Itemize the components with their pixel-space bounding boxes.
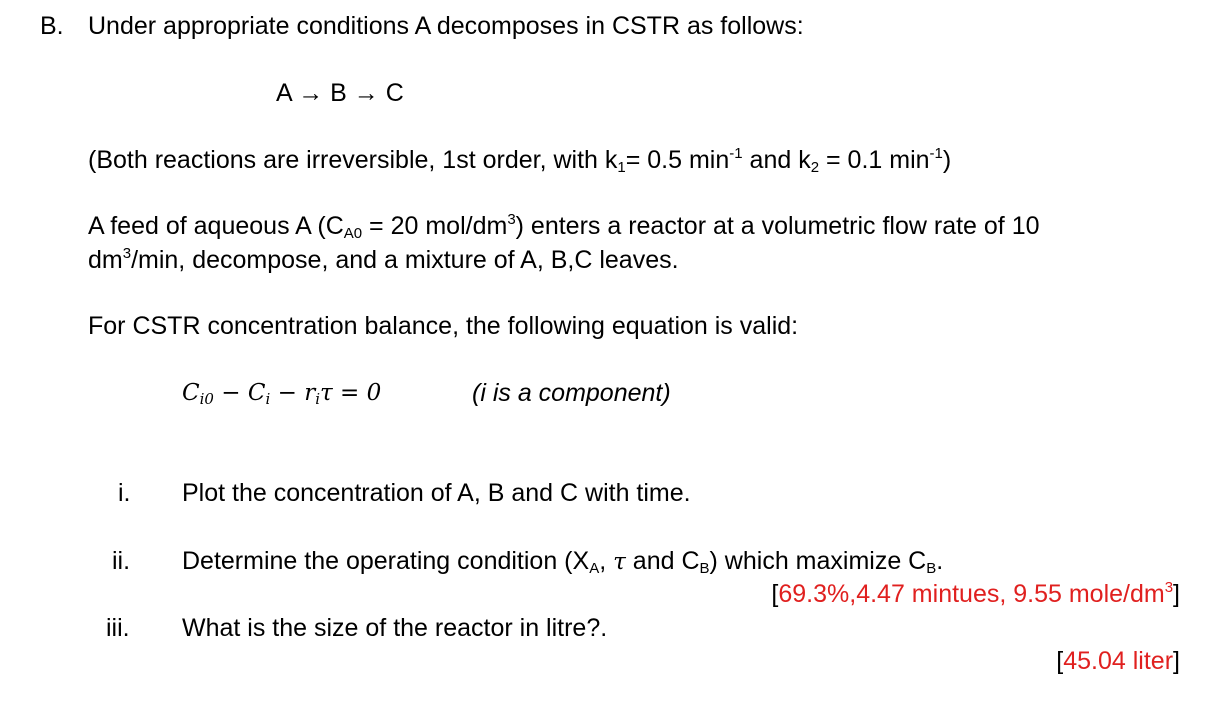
question-intro: Under appropriate conditions A decomposes in CSTR as follows: (88, 12, 804, 40)
part-i-text: Plot the concentration of A, B and C with time. (182, 479, 691, 507)
feed-line-1: A feed of aqueous A ($C_{A0} = 20$ mol/$dm^3$) enters a reactor at a volumetric flow rate of 10 (88, 211, 1040, 242)
part-ii-text: Determine the operating condition ($X_A$, τ and $C_B$) which maximize $C_B$. (182, 547, 944, 577)
question-label: B. (40, 12, 64, 40)
balance-equation: $C_{i0} - C_i - r_i\tau = 0$ (182, 380, 382, 408)
part-iii-text: What is the size of the reactor in litre?. (182, 614, 608, 642)
rate-constants-line: (Both reactions are irreversible, 1st order, with $k_1= 0.5$ $\min^{-1}$ and $k_2 = 0.1$ $\min^{-1}$) (88, 145, 952, 176)
part-iii-answer: [45.04 liter] (1056, 647, 1180, 675)
reaction-scheme: A → B → C (276, 79, 404, 107)
equation-note: (i is a component) (472, 379, 671, 407)
feed-line-2: $dm^3/\min$, decompose, and a mixture of A, B,C leaves. (88, 245, 679, 274)
part-ii-number: ii. (112, 547, 131, 575)
part-ii-answer: [69.3%,4.47 mintues, 9.55 mole/$dm^3$] (771, 579, 1180, 608)
part-i-number: i. (118, 479, 131, 507)
part-iii-number: iii. (106, 614, 130, 642)
balance-intro: For CSTR concentration balance, the following equation is valid: (88, 312, 799, 340)
